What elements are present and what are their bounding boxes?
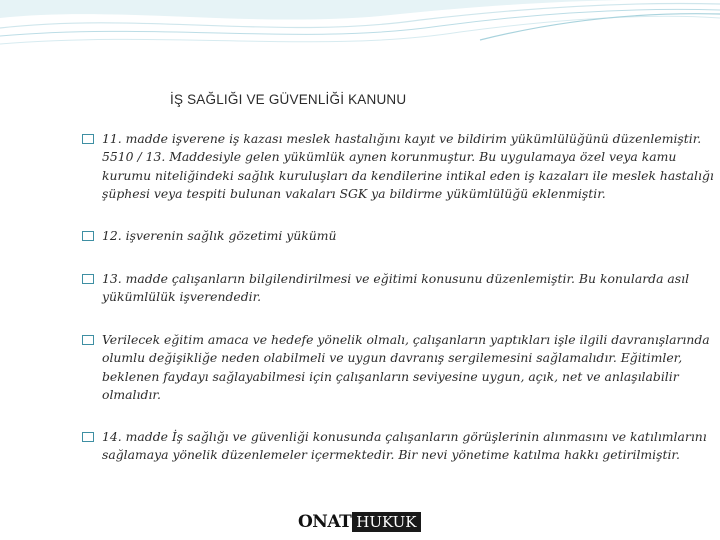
bullet-item [82, 428, 714, 465]
bullet-text: 13. madde çalışanların bilgilendirilmesi ve eğitimi konusunu düzenlemiştir. Bu konularda asıl yükümlülük işverendedir. [102, 271, 690, 305]
bullet-item [82, 130, 714, 203]
bullet-text: Verilecek eğitim amaca ve hedefe yönelik olmalı, çalışanların yaptıkları işle ilgili davranışlarında olumlu değişikliğe neden olabilmeli ve uygun davranış sergilemesini sağlamalıdır. Eğitimler, beklenen faydayı sağlayabilmesi için çalışanların seviyesine uygun, açık, net ve anlaşılabilir olmalıdır. [102, 332, 710, 402]
square-bullet-icon [82, 432, 94, 442]
logo-hukuk-text: HUKUK [352, 512, 420, 532]
logo-onat-text: ONAT [298, 512, 352, 532]
square-bullet-icon [82, 231, 94, 241]
bullet-item [82, 270, 714, 307]
square-bullet-icon [82, 335, 94, 345]
bullet-item [82, 331, 714, 404]
bullet-text: 14. madde İş sağlığı ve güvenliği konusunda çalışanların görüşlerinin alınmasını ve katılımlarını sağlamaya yönelik düzenlemeler içermektedir. Bir nevi yönetime katılma hakkı getirilmiştir. [102, 429, 707, 463]
bullet-text: 11. madde işverene iş kazası meslek hastalığını kayıt ve bildirim yükümlülüğünü düzenlemiştir. 5510 / 13. Maddesiyle gelen yükümlük aynen korunmuştur. Bu uygulamaya özel veya kamu kurumu niteliğindeki sağlık kuruluşları da kendilerine intikal eden iş kazaları ile meslek hastalığı şüphesi veya tespiti bulunan vakaları SGK ya bildirme yükümlülüğü eklenmiştir. [102, 131, 714, 201]
square-bullet-icon [82, 274, 94, 284]
square-bullet-icon [82, 134, 94, 144]
decorative-waves [0, 0, 720, 70]
bullet-text: 12. işverenin sağlık gözetimi yükümü [102, 228, 337, 243]
slide-title: İŞ SAĞLIĞI VE GÜVENLİĞİ KANUNU [170, 92, 407, 107]
bullet-item [82, 227, 714, 245]
onat-hukuk-logo [298, 512, 421, 532]
